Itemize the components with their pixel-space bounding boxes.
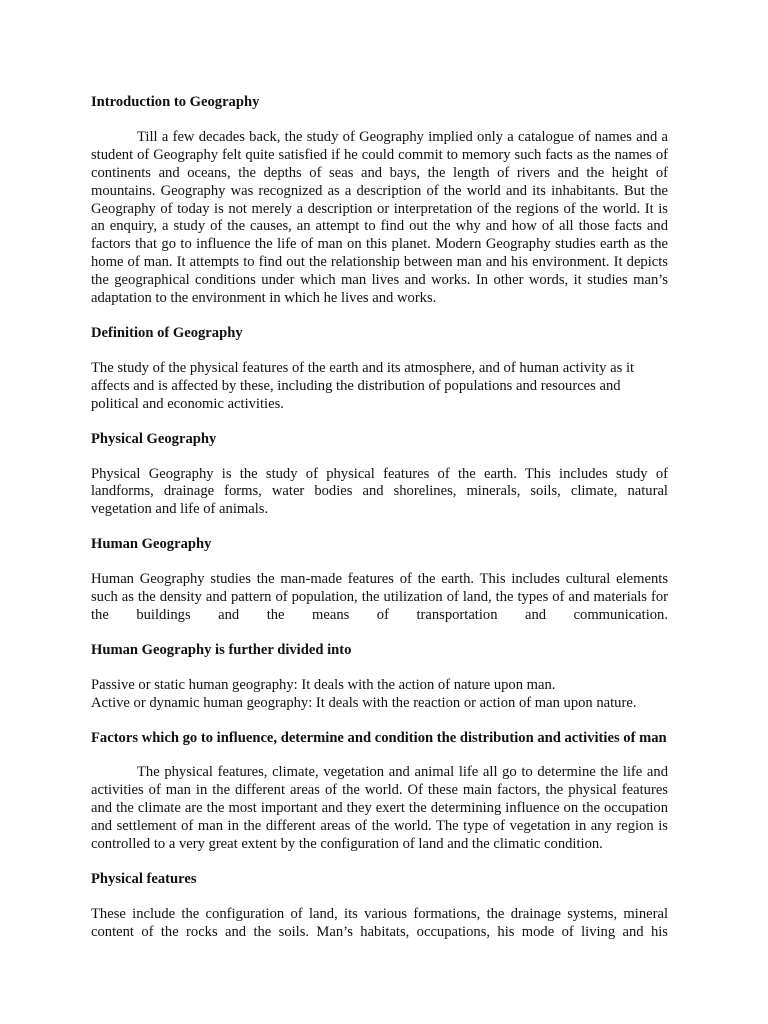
paragraph-introduction: Till a few decades back, the study of Geography implied only a catalogue of names and a student of Geography felt quite satisfied if he could commit to memory such facts as the names of continents and oceans, the depths of seas and bays, the length of rivers and the height of mountains. Geography was recognized as a description of the world and its inhabitants. But the Geography of today is not merely a description or interpretation of the regions of the world. It is an enquiry, a study of the causes, an attempt to find out the why and how of all those facts and factors that go to influence the life of man on this planet. Modern Geography studies earth as the home of man. It attempts to find out the relationship between man and his environment. It depicts the geographical conditions under which man lives and works. In other words, it studies man’s adaptation to the environment in which he lives and works.	[91, 128, 668, 307]
heading-physical-features: Physical features	[91, 871, 197, 887]
heading-human-geography-divisions: Human Geography is further divided into	[91, 641, 352, 658]
heading-factors: Factors which go to influence, determine and condition the distribution and activities of man	[91, 729, 667, 746]
heading-introduction: Introduction to Geography	[91, 94, 260, 110]
heading-human-geography: Human Geography	[91, 536, 212, 553]
paragraph-human-geography: Human Geography studies the man-made features of the earth. This includes cultural elements such as the density and pattern of population, the utilization of land, the types of and materials for the buildings and the means of transportation and communication.	[91, 571, 668, 623]
paragraph-factors: The physical features, climate, vegetation and animal life all go to determine the life and activities of man in the different areas of the world. Of these main factors, the physical features and the climate are the most important and they exert the determining influence on the occupation and settlement of man in the different areas of the world. The type of vegetation in any region is controlled to a very great extent by the configuration of land and the climatic condition.	[91, 764, 668, 853]
document-page	[91, 94, 668, 942]
line-passive-human-geography: Passive or static human geography: It deals with the action of nature upon man.	[91, 676, 556, 693]
paragraph-definition: The study of the physical features of the earth and its atmosphere, and of human activity as it affects and is affected by these, including the distribution of populations and resources and political and economic activities.	[91, 359, 635, 412]
heading-definition: Definition of Geography	[91, 324, 243, 341]
paragraph-physical-geography: Physical Geography is the study of physical features of the earth. This includes study of landforms, drainage forms, water bodies and shorelines, minerals, soils, climate, natural vegetation and life of animals.	[91, 465, 668, 518]
line-active-human-geography: Active or dynamic human geography: It deals with the reaction or action of man upon nature.	[91, 694, 637, 711]
paragraph-physical-features: These include the configuration of land, its various formations, the drainage systems, mineral content of the rocks and the soils. Man’s habitats, occupations, his mode of living and his	[91, 905, 668, 940]
heading-physical-geography: Physical Geography	[91, 430, 217, 447]
